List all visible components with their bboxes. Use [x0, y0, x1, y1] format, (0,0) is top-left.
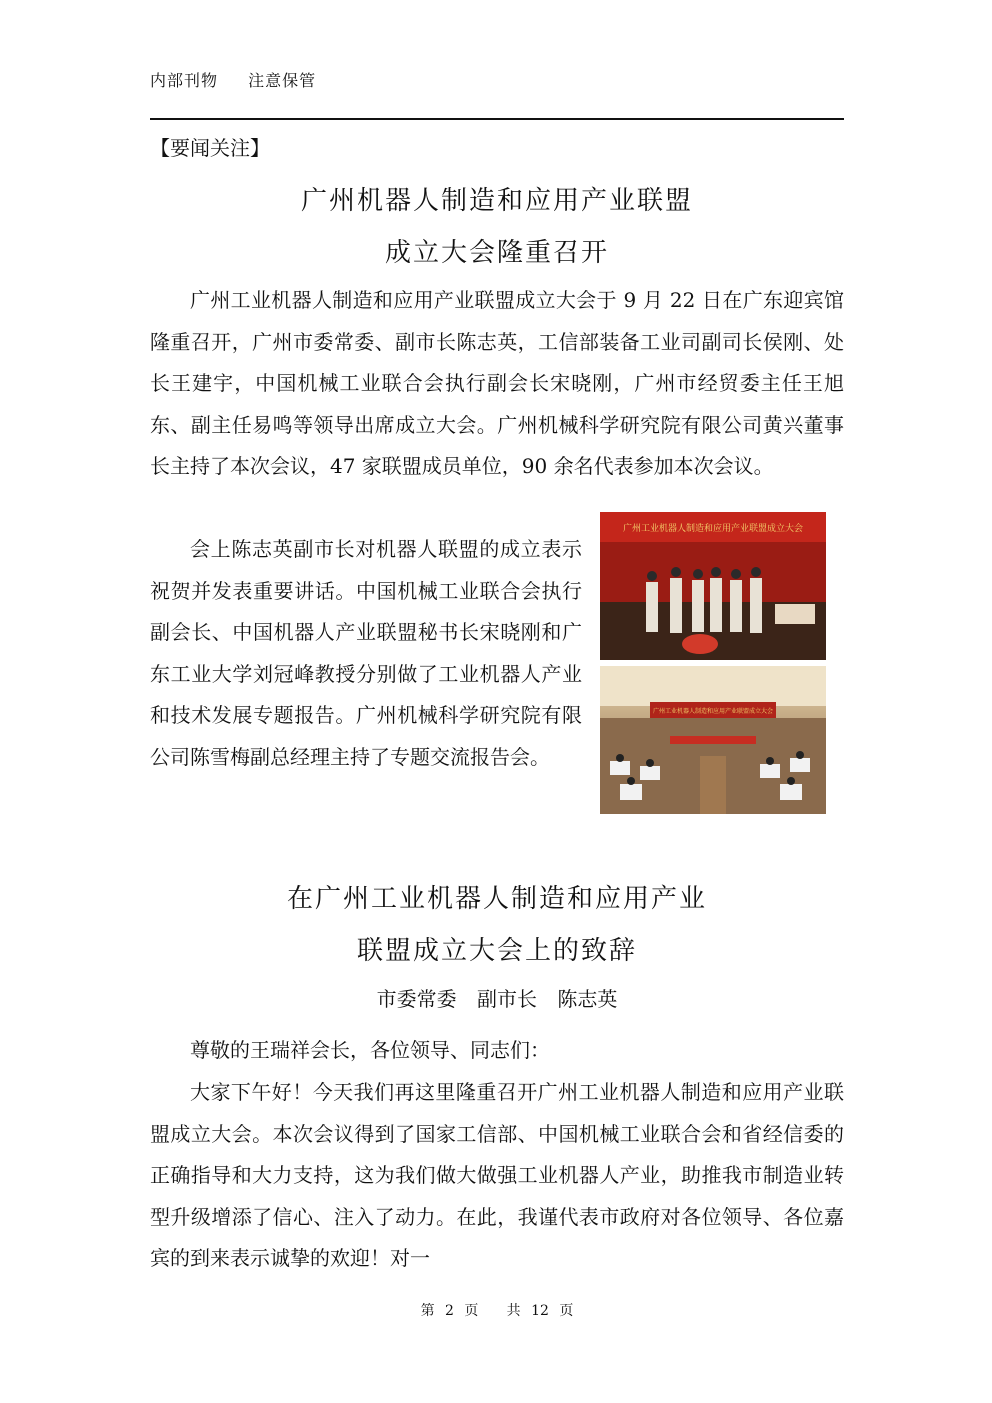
article1-paragraph-1: 广州工业机器人制造和应用产业联盟成立大会于 9 月 22 日在广东迎宾馆隆重召开，广州市委常委、副市长陈志英，工信部装备工业司副司长侯刚、处长王建宇，中国机械工业联合会执行副会长宋晓刚，广州市经贸委主任王旭东、副主任易鸣等领导出席成立大会。广州机械科学研究院有限公司黄兴董事长主持了本次会议，47 家联盟成员单位，90 余名代表参加本次会议。	[150, 288, 844, 478]
footer-total-number: 12	[531, 1303, 549, 1319]
article1-title-line2: 成立大会隆重召开	[384, 238, 609, 268]
article2-title-line1: 在广州工业机器人制造和应用产业	[286, 884, 707, 914]
conference-hall-photo	[600, 666, 826, 814]
running-header	[150, 68, 340, 91]
svg-text:广州工业机器人制造和应用产业联盟成立大会: 广州工业机器人制造和应用产业联盟成立大会	[652, 708, 774, 715]
article1-paragraph-2: 会上陈志英副市长对机器人联盟的成立表示祝贺并发表重要讲话。中国机械工业联合会执行副会长、中国机器人产业联盟秘书长宋晓刚和广东工业大学刘冠峰教授分别做了工业机器人产业和技术发展专题报告。广州机械科学研究院有限公司陈雪梅副总经理主持了专题交流报告会。	[150, 537, 582, 769]
svg-text:广州工业机器人制造和应用产业联盟成立大会: 广州工业机器人制造和应用产业联盟成立大会	[622, 524, 804, 534]
header-keep-label: 注意保管	[248, 71, 317, 90]
footer-total-suffix: 页	[559, 1303, 574, 1319]
conference-stage-photo	[600, 512, 826, 660]
header-rule	[150, 118, 844, 120]
footer-page-suffix: 页	[464, 1303, 479, 1319]
page-footer	[150, 1300, 844, 1320]
footer-total-prefix: 共	[506, 1303, 521, 1319]
header-internal-label: 内部刊物	[150, 71, 219, 90]
article2-byline: 市委常委 副市长 陈志英	[376, 987, 618, 1011]
footer-page-prefix: 第	[420, 1303, 435, 1319]
footer-page-number: 2	[445, 1303, 454, 1319]
article2-paragraph-1: 大家下午好！今天我们再这里隆重召开广州工业机器人制造和应用产业联盟成立大会。本次会议得到了国家工信部、中国机械工业联合会和省经信委的正确指导和大力支持，这为我们做大做强工业机器人产业，助推我市制造业转型升级增添了信心、注入了动力。在此，我谨代表市政府对各位领导、各位嘉宾的到来表示诚挚的欢迎！对一	[150, 1080, 844, 1270]
article1-title-line1: 广州机器人制造和应用产业联盟	[300, 186, 693, 216]
section-tag: 【要闻关注】	[150, 136, 270, 160]
article2-salutation: 尊敬的王瑞祥会长，各位领导、同志们：	[190, 1038, 550, 1062]
article2-title-line2: 联盟成立大会上的致辞	[356, 936, 637, 966]
